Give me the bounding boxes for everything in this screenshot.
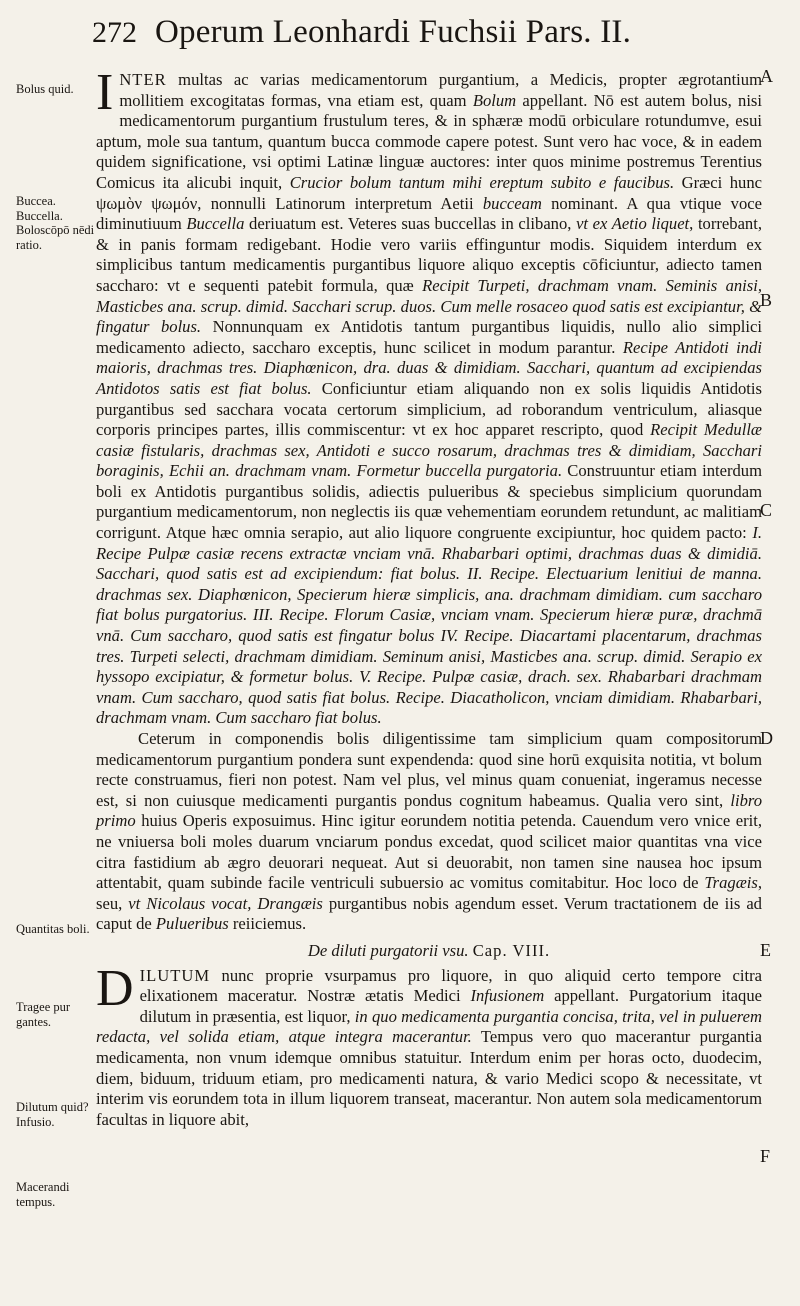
text-run: Nonnunquam ex Antidotis tantum purgantibus liquidis, nullo alio simplici medicamento adiecto, saccharo exceptis, hunc scilicet in modum parantur. bbox=[96, 317, 762, 357]
text-run: huius Operis exposuimus. Hinc igitur eorundem notitia petenda. Cauendum vero vnice erit, ne vniuersa boli moles duarum vnciarum pondus excedat, quod scilicet maior quantitas vna vice citra fastidium ab ægro deuorari nequeat. Aut si deuorabit, non tamen sine nausea hoc ipsum attentabit, quam subinde facile ventriculi subuersio ac vomitus comitabitur. Hoc loco de bbox=[96, 811, 762, 893]
opening-word: NTER bbox=[119, 70, 167, 89]
italic-run: Recipit Medullæ casiæ fistularis, drachmas sex, Antidoti e succo rosarum, drachmas tres & dimidiam, Sacchari boraginis, Echii an. drachmam vnam. Formetur buccella purgatoria. bbox=[96, 420, 762, 481]
text-run: Græci hunc bbox=[674, 172, 763, 192]
text-run: Construuntur etiam interdum boli ex Antidotis purgantibus solidis, adiectis pulueribus & speciebus simplicium quorundam purgantium medicamentorum, non neglectis iis quæ vehementiam eorundem retundunt, ac malitiam corrigunt. Atque hæc omnia serapio, aut alio liquore congruente excipiuntur, hoc quidem pacto: bbox=[96, 461, 762, 543]
italic-run: vt ex Aetio liquet bbox=[576, 214, 690, 234]
chapter-title: De diluti purgatorii vsu. bbox=[307, 940, 469, 960]
text-run: , torrebant, & in panis formam redigebant. Hodie vero variis effinguntur modis. Siquidem interdum ex simplicibus tantum medicamentis purgantibus liquore aliquo exceptis cōficiuntur, adiecto tamen saccharo: vt e sequenti patebit formula, quæ bbox=[96, 214, 762, 295]
page-header bbox=[92, 14, 742, 62]
paragraph-bolus bbox=[96, 64, 763, 729]
text-run: Conficiuntur etiam aliquando non ex solis liquidis Antidotis purgantibus sed sacchara vocata certorum simplicium, ad roborandum ventriculum, aliasque corporis principes partes, illis commiscentur: vt ex hoc apparet rescripto, quod bbox=[96, 378, 762, 440]
italic-run: Recipit Turpeti, drachmam vnam. Seminis anisi, Masticbes ana. scrup. dimid. Sacchari scrup. duos. Cum melle rosaceo quod satis est excipiantur, & fingatur bolus. bbox=[96, 275, 762, 337]
paragraph-dilutum bbox=[96, 959, 763, 1131]
paragraph-ceterum bbox=[96, 729, 762, 935]
running-head: Operum Leonhardi Fuchsii Pars. II. bbox=[155, 14, 632, 50]
text-run: multas ac varias medicamentorum purgantium, a Medicis, propter ægrotantium mollitiem excogitatas formas, vna etiam est, quam bbox=[119, 70, 762, 110]
margin-note-quantitas: Quantitas boli. bbox=[16, 922, 90, 936]
drop-cap: I bbox=[96, 64, 114, 121]
margin-note-dilutum: Dilutum quid? Infusio. bbox=[16, 1100, 89, 1129]
text-run: , nonnulli Latinorum interpretum Aetii bbox=[197, 193, 483, 213]
page-number: 272 bbox=[92, 16, 137, 49]
italic-run: I. Recipe Pulpæ casiæ recens extractæ vnciam vnā. Rhabarbari optimi, drachmas duas & dimidiā. Sacchari, quod satis est ad excipiendum: fiat bolus. II. Recipe. Electuarium lenitiui de manna. drachmas sex. Diaphœnicon, Specierum hieræ simplicis, ana. drachmam dimidiam. cum saccharo fiat bolus purgatorius. III. Recipe. Florum Casiæ, vnciam vnam. Specierum hieræ puræ, drachmā vnā. Cum saccharo, quod satis est fingatur bolus IV. Recipe. Diacartami placentarum, drachmas tres. Turpeti selecti, drachmam dimidiam. Seminum anisi, Masticbes ana. scrup. dimid. Serapio ex hyssopo excipiatur, & formetur bolus. V. Recipe. Pulpæ casiæ, drach. sex. Rhabarbari drachmam vnam. Cum saccharo, quod satis fiat bolus. Recipe. Diacatholicon, vnciam dimidiam. Rhabarbari, drachmam vnam. Cum saccharo fiat bolus. bbox=[96, 523, 762, 728]
chapter-number: Cap. VIII. bbox=[472, 940, 551, 960]
italic-run: Infusionem bbox=[470, 986, 545, 1006]
text-run: purgantibus nobis agendum esset. Verum tractationem de iis ad caput de bbox=[96, 893, 762, 934]
italic-run: Tragæis bbox=[704, 873, 758, 893]
margin-letter-d: D bbox=[760, 728, 773, 748]
margin-letter-a: A bbox=[760, 66, 773, 86]
text-run: reiiciemus. bbox=[228, 914, 307, 934]
margin-note-macerandi: Macerandi tempus. bbox=[16, 1180, 70, 1209]
margin-letter-c: C bbox=[760, 500, 773, 520]
italic-run: Recipe Antidoti indi maioris, drachmas tres. Diaphœnicon, dra. duas & dimidiam. Sacchari, quantum ad excipiendas Antidotos satis est fiat bolus. bbox=[96, 337, 762, 398]
text-run: appellant. Nō est autem bolus, nisi medicamentorum purgantium frustulum teres, & in sphæræ modū orbiculare rotundumve, esui aptum, mole sua tantum, quantum bucca commode capere potest. Sunt vero hac voce, & in eadem quidem significatione, vsi optimi Latinæ linguæ auctores: inter quos minime postremus Terentius Comicus ita alicubi inquit, bbox=[96, 90, 762, 192]
margin-note-buccea: Buccea. Buccella. Boloscōpō nēdi ratio. bbox=[16, 194, 95, 252]
text-run: , seu, bbox=[96, 873, 762, 913]
drop-cap: D bbox=[96, 959, 134, 1017]
text-run: Tempus vero quo macerantur purgantia medicamenta, non vnum idemque omnibus statuitur. Interdum enim per horas octo, duodecim, diem, biduum, triduum etiam, pro medicamenti natura, & vario Medici scopo & necessitate, vt interim vis eorundem tota in illum liquorem transeat, macerantur. Non autem sola medicamentorum facultas in liquore abit, bbox=[96, 1027, 763, 1129]
margin-letter-b: B bbox=[760, 290, 773, 310]
text-run: nominant. A qua vtique voce diminutiuum bbox=[96, 193, 762, 234]
margin-note-tragee: Tragee pur gantes. bbox=[16, 1000, 71, 1029]
italic-run: Bolum bbox=[472, 90, 517, 110]
italic-run: vt Nicolaus vocat, Drangæis bbox=[128, 893, 323, 913]
italic-run: bucceam bbox=[482, 193, 542, 213]
chapter-heading bbox=[96, 941, 762, 962]
margin-letter-e: E bbox=[760, 940, 771, 960]
italic-run: in quo medicamenta purgantia concisa, trita, vel in puluerem redacta, vel solida etiam, atque integra macerantur. bbox=[96, 1006, 762, 1047]
text-run: appellant. Purgatorium itaque dilutum in præsentia, est liquor, bbox=[139, 986, 762, 1026]
main-text bbox=[96, 64, 763, 1130]
text-run: deriuatum est. Veteres suas buccellas in clibano, bbox=[244, 214, 577, 234]
italic-run: Crucior bolum tantum mihi ereptum subito e faucibus. bbox=[289, 172, 675, 192]
text-run: nunc proprie vsurpamus pro liquore, in quo aliquid certo tempore citra elixationem maceratur. Nostræ ætatis Medici bbox=[139, 965, 762, 1006]
italic-run: Pulueribus bbox=[155, 914, 229, 934]
text-run: Ceterum in componendis bolis diligentissime tam simplicium quam compositorum medicamentorum purgantium pondera sunt expendenda: quod sine horū exquisita notitia, vt bolum recte construamus, fieri non potest. Nam vel plus, vel minus quam conueniat, ingeramus necesse est, si non cuiusque medicamenti purgantis pondus cognitum habeamus. Qualia vero sint, bbox=[96, 729, 762, 810]
margin-letter-f: F bbox=[760, 1146, 771, 1166]
greek-word: ψωμὸν ψωμόν bbox=[96, 193, 198, 213]
opening-word: ILUTUM bbox=[139, 965, 211, 985]
italic-run: libro primo bbox=[96, 790, 762, 831]
margin-note-bolus: Bolus quid. bbox=[16, 82, 74, 96]
italic-run: Buccella bbox=[186, 214, 245, 234]
